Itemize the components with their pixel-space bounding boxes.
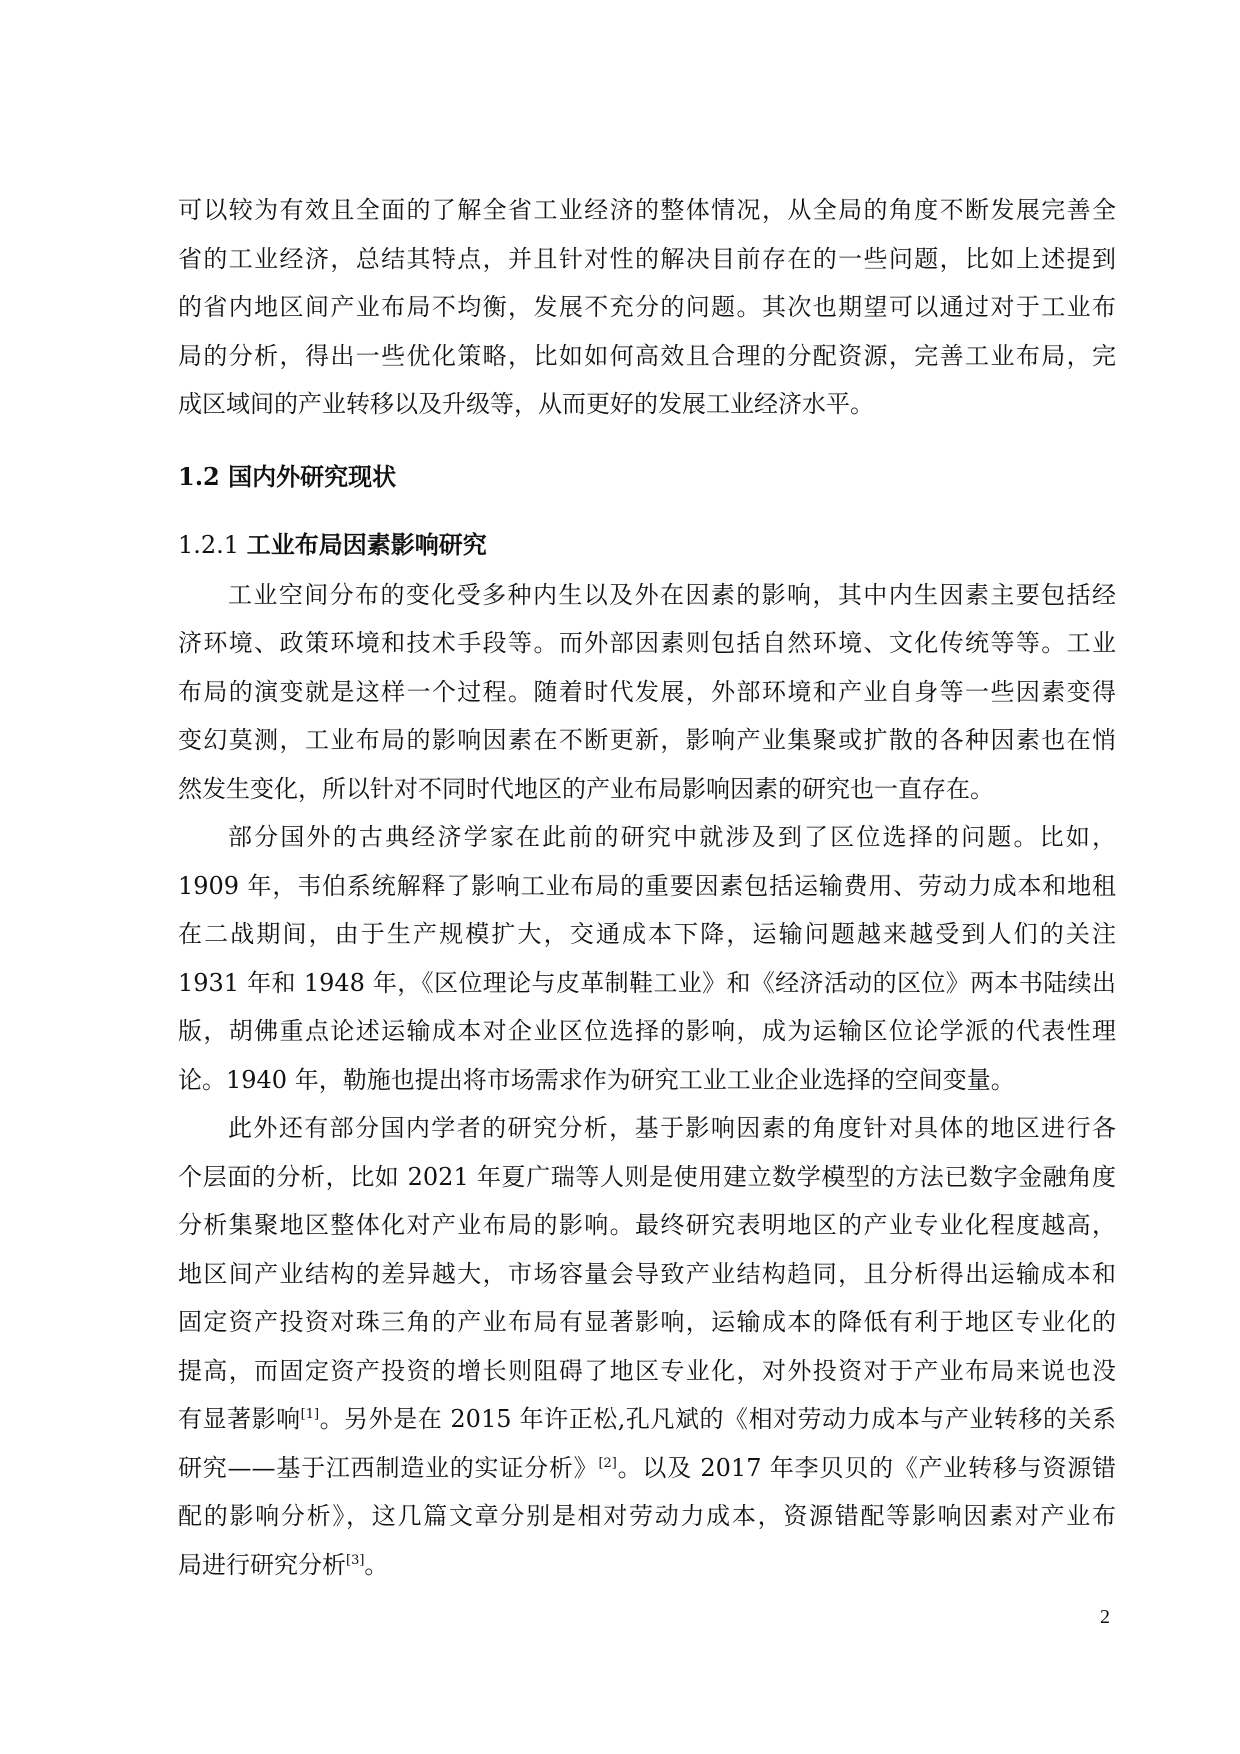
subsection-number: 1.2.1 (178, 530, 247, 559)
text-line: 1909 年，韦伯系统解释了影响工业布局的重要因素包括运输费用、劳动力成本和地租 (178, 871, 1116, 900)
text-line: 成区域间的产业转移以及升级等，从而更好的发展工业经济水平。 (178, 390, 874, 418)
paragraph-1 (178, 571, 1116, 814)
page-number: 2 (1100, 1606, 1110, 1628)
text-line (178, 1444, 1116, 1493)
paragraph-2 (178, 813, 1116, 1104)
text-line (178, 1395, 1116, 1444)
text-line: 配的影响分析》，这几篇文章分别是相对劳动力成本，资源错配等影响因素对产业布 (178, 1502, 1116, 1530)
subsection-title: 工业布局因素影响研究 (246, 529, 487, 559)
text-span: 。以及 2017 年李贝贝的《产业转移与资源错 (616, 1453, 1116, 1482)
paragraph-3 (178, 1104, 1116, 1589)
page-body (178, 186, 1116, 1589)
text-line: 部分国外的古典经济学家在此前的研究中就涉及到了区位选择的问题。比如， (228, 823, 1116, 851)
citation-ref: [3] (346, 1552, 365, 1568)
text-line: 济环境、政策环境和技术手段等。而外部因素则包括自然环境、文化传统等等。工业 (178, 629, 1116, 657)
text-line: 论。1940 年，勒施也提出将市场需求作为研究工业工业企业选择的空间变量。 (178, 1065, 1015, 1094)
text-line: 的省内地区间产业布局不均衡，发展不充分的问题。其次也期望可以通过对于工业布 (178, 293, 1116, 321)
text-span: 研究——基于江西制造业的实证分析》 (178, 1453, 599, 1482)
text-span: 有显著影响 (178, 1405, 301, 1433)
text-line: 地区间产业结构的差异越大，市场容量会导致产业结构趋同，且分析得出运输成本和 (178, 1259, 1116, 1288)
citation-ref: [2] (598, 1455, 617, 1471)
text-line: 个层面的分析，比如 2021 年夏广瑞等人则是使用建立数学模型的方法已数字金融角度 (178, 1162, 1116, 1191)
text-span: 。另外是在 2015 年许正松,孔凡斌的《相对劳动力成本与产业转移的关系 (319, 1405, 1116, 1433)
subsection-heading (178, 519, 1116, 571)
text-line: 提高，而固定资产投资的增长则阻碍了地区专业化，对外投资对于产业布局来说也没 (178, 1356, 1116, 1385)
text-line: 分析集聚地区整体化对产业布局的影响。最终研究表明地区的产业专业化程度越高， (178, 1211, 1116, 1239)
text-line: 然发生变化，所以针对不同时代地区的产业布局影响因素的研究也一直存在。 (178, 774, 994, 803)
section-heading: 1.2 国内外研究现状 (178, 461, 397, 491)
text-line: 此外还有部分国内学者的研究分析，基于影响因素的角度针对具体的地区进行各 (228, 1114, 1116, 1142)
text-line: 变幻莫测，工业布局的影响因素在不断更新，影响产业集聚或扩散的各种因素也在悄 (178, 726, 1116, 754)
text-line: 在二战期间，由于生产规模扩大，交通成本下降，运输问题越来越受到人们的关注 (178, 920, 1116, 948)
text-line (178, 1541, 1116, 1590)
text-line: 版，胡佛重点论述运输成本对企业区位选择的影响，成为运输区位论学派的代表性理 (178, 1017, 1116, 1045)
text-span: 。 (364, 1550, 389, 1579)
text-line: 1931 年和 1948 年，《区位理论与皮革制鞋工业》和《经济活动的区位》两本书陆续出 (178, 968, 1116, 997)
text-line: 可以较为有效且全面的了解全省工业经济的整体情况，从全局的角度不断发展完善全 (178, 196, 1116, 224)
text-line: 布局的演变就是这样一个过程。随着时代发展，外部环境和产业自身等一些因素变得 (178, 677, 1116, 706)
text-line: 省的工业经济，总结其特点，并且针对性的解决目前存在的一些问题，比如上述提到 (178, 244, 1116, 273)
text-line: 固定资产投资对珠三角的产业布局有显著影响，运输成本的降低有利于地区专业化的 (178, 1308, 1116, 1336)
text-line: 工业空间分布的变化受多种内生以及外在因素的影响，其中内生因素主要包括经 (228, 580, 1116, 609)
text-span: 局进行研究分析 (178, 1550, 346, 1579)
citation-ref: [1] (300, 1407, 320, 1422)
text-line: 局的分析，得出一些优化策略，比如如何高效且合理的分配资源，完善工业布局，完 (178, 341, 1116, 370)
paragraph-intro (178, 186, 1116, 429)
